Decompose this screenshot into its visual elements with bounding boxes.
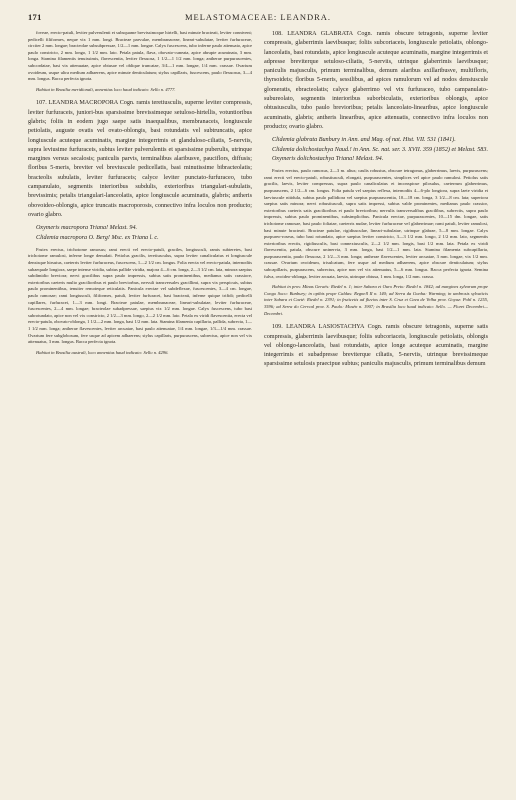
description-paragraph: Frutex erectus, trichotome ramosus; rami erecti vel erecto-patuli, graciles, longiusculi, ramis subteretes, basi trichotome ramulosi, inferne longe denudati. Petiolus gracilis, teretiusculus, supra leviter canaliculatus et longiuscule densisque hirsutus, caeterris leviter furfuraceus, fuscescens, 1—2 1/2 cm. longus. Folia erecta vel erecto-patula, internodiis subaequale longiora, saepe intense viridia, subtus pallide viridia, majora 4—6 cm. longa, 2—3 1/2 cm. lata, minora saepius subdimidio breviora; nervi gracilibus supra paulo impressis, subtus satis prominentibus, medianus satis crassiore, exterioribus caeteris multo gracilioribus et paulo breviorbus, nervuli transversales gracillimi, supra vix perspicuis, subtus paulo prominentibus, tenuiter remoteque reticulatis. Panicula erectae vel subdeflexae, fuscescentes, 3—4 cm. longae, paulo ramosae; rami longiusculi, filiformes, patuli, leviter furfuracei, basi bracteati, inferne quique trifidi; pedicelli capillares, furfuracei, 1—3 mm. longi. Bracteae patulae, membranaceae, lineari-subulatae, leviter furfuraceae, fuscescentes, 2—4 mm. longae; bracteolae subadpressae, saepius vix 1/2 mm. longae. Calyx fuscescens, tubo basi subrotundato, apice non vel vix constricto, 2 1/2—3 mm. longo, 2—2 1/2 mm. lato. Petala ex viridi flavescentia, erecta vel erecto-patula, obovato-oblonga, 1 1/2—2 mm. longa, basi 1/2 mm. lata. Stamina filamenta capillaria, pallida, subrecta, 1—1 1/2 mm. longa; antherae flavescentes, leviter arcuatae, basi paulo attenuatae, 1/4 mm. longae, 1/3—1/4 mm. crassae. Ovarium fere subglobosum, fere usque ad apicem adhaerens; stylus capillaris, purpurascens, subrectus, apice non vel vix attenuatus, 3 mm. longus. Bacca perfecta ignota. (28, 246, 252, 345)
synonym-line: Clidemia glabrata Bunbury in Ann. and Mag. of nat. Hist. VII. 531 (1841). (272, 137, 456, 144)
species-107-diagnosis (28, 99, 252, 242)
species-108-diagnosis (264, 30, 488, 164)
left-column (28, 30, 252, 785)
synonym-line: Clidemia macropora O. Berg! Msc. ex Triana l. c. (36, 234, 159, 241)
description-paragraph: foveae, erecto-patuli, leviter pulverulenti et subsquame brevissimoque hirtelli, basi minute bracteati, leviter connivent; pedicelli filiformes, neque vix 1 mm. longi. Bracteae parvulae, membranaceae, lineari-subulatae, leviter furfuraceae, circiter 2 mm. longae; bracteolae subsubpressae, 1/2—1 mm. longae. Calyx fuscescens, tubo inferne paulo attenuato, apice paulo constricto, 2 mm. longo, 1 1/2 mm. lato. Petala patula, flava, obovato-cuneata, apice abrupte acuminata, 3 mm. longa. Stamina filamentis tenuissimis, flavescentia, leviter flexuosa, 1 1/2—1 1/2 mm. longa; antherae purpurascentes, subcordatae, basi vix attenuatae, apice obtusae vel oblique truncatae, 3/4—1 mm. longae, 1/4 mm. crassae. Ovarium ovoideum, usque ultra medium adhaerens, apice minute denticulatum; stylus capillaris, fuscescens, paulo flexuosus, 3—4 mm. longus. Bacca perfecta ignota. (28, 30, 252, 82)
habitat-note: Habitat in prov. Minas Geraës: Riedel n. 1; inter Sabara et Ouro Preto: Riedel n. 1842; ad margines sylvarum prope Congo Soco: Bunbury; in opibis prope Caldas: Regnell II n. 140; ad Serra da Gonha: Warming; in umbrosis sylvaticis inter Sabara et Caeté: Riedel n. 2391; in fruticetis ad fluvios inter S. Cruz et Cava de Velha prov. Goyaz: Pohl n. 1255, 3596; ad Serra do Cerrcal prov. S. Paulo: Mosén n. 1907; in Brasilia loco haud indicato: Sello. — Floret Decembri—Decembri. (264, 284, 488, 316)
species-heading: 108. LEANDRA GLABRATA Cogn. ramis obscure tetragonis, superne leviter compressis, glaberrimis laevibusque; foliis subcoriaceis, longiuscule petiolatis, oblongo-lanceolatis, basi rotundatis, apice longiuscule acuteque acuminatis, margine integerrimis et adpresse breviterque setuloso-ciliatis, 5-nerviis, utrinque glaberrimis laevibusque; paniculis majusculis, primum terminalibus, demum alaribus axillaribusve, multifloris, thyrsoideis; floribus 5-meris, sessilibus, ad apices ramulorum vel ad nodos densiuscule glomeratis, ebracteolatis; calyce glaberrimo vel vix furfuraceo, tubo campanulato-subureolato, segmentis interioribus suborbiculatis, exterioribus oblongis, apice obtusiusculis, tubo paulo brevioribus; petalis lanceolato-linearibus, apice longiuscule acuminatis, glabris; antheris linearibus, apice attenuatis, connectivo infra loculos non producto; ovario glabro. (264, 31, 488, 130)
species-109-diagnosis (264, 323, 488, 369)
habitat-note: Habitat in Brasilia meridionali, annentius loco haud indicato: Sello n. 4777. (36, 86, 176, 92)
species-107-description (28, 247, 252, 357)
synonym-line: Oxymeris dolichostachya Triana! Melast. 94. (272, 155, 384, 162)
species-heading: 109. LEANDRA LASIOSTACHYA Cogn. ramis obscure tetragonis, superne satis compressis, glaberrimis laevibusque; foliis subcoriaceis, longiuscule petiolatis, oblongis vel oblongo-lanceolatis, basi rotundatis, apice longe acuteque acuminatis, margine integerrimis et subadpresse breviterque ciliatis, 5-nerviis, utrinque brevissimeque sparsissime setulosis praecipue subtus; paniculis majusculis, primum terminalibus demum (264, 324, 488, 368)
habitat-note: Habitat in Brasilia australi, loco annentius haud indicato: Sello n. 4296. (36, 349, 169, 355)
synonym-line: Oxymeris macropora Triana! Melast. 94. (36, 225, 138, 232)
running-title: MELASTOMACEAE: LEANDRA. (184, 12, 332, 22)
continued-description (28, 30, 252, 93)
description-paragraph: Frutex erectus, paulo ramosus, 2—3 m. altus; caulis robustus, obscure tetragonus, glaberrimus, laevis, purpurascens; rami erecti vel erecto-patuli, robustiusculi, elongati, purpurascentes, simplices vel apice paulo ramulosi. Petiolus satis gracilis, laevis, leviter compressus, supra paulo canaliculatus et inconspicue pilosulus, caeterrum glaberrimus, purpurascens, 2 1/2—6 cm. longus. Folia patula vel saepius reflexa, internodiis 4—6-plo longiora, supra laete viridia et laeviuscule nitidula, subtus paulo pallidiora vel saepius purpurascentia, 10—18 cm. longa, 3 1/2—8 cm. lata; superiora saepius satis minora; nervi robustiusculi, supra satis impressi, subtus valde prominentes, medianus paulo crassior, exterioribus caeteris satis gracilioribus et paulo brevioribus; nervulis transversalibus gracilibus, subrectis, supra paulo impressis, subtus paulo prominentibus, subsimplicibus. Panicula erectae, purpurascentes, 10—15 dm. longae, satis trichotome ramosae, basi paulo foliatae, caeterris nudae, leviter furfuraceae vel glaberrimae; rami patuli, leviter ramulosi, basi minute bracteati. Bracteae patulae, rigidiusculae, lineari-subulatae, utrinque glabrae, 5—8 mm. longae. Calyx purpureo-roseus, tubo basi rotundato, apice saepius leviter constricto, 3—3 1/2 mm. longo, 2 1/2 mm. lato, segmentis exterioribus erectis, rigidiusculis, basi connexiusculis, 2—2 1/2 mm. longis, basi 1/2 mm. lata. Petala ex viridi flavescentia, patula, obscure uninervia, 3 mm. longa, basi 1/2—1 mm. lata. Stamina filamenta subcapillaria, purpurascentia, paulo flexuosa, 2 1/2—3 mm. longa; antherae flavescentes, leviter arcuatae, 3 mm. longae, vix 1/2 mm. crassae. Ovarium ovoideum, trisulcatum, fere usque ad medium adhaerens, apice obscure denticulatum; stylus subcapillaris, purpurascens, subrectus, apice non vel vix attenuatus, 5—6 mm. longus. Bacca perfecta ignota. Semina fulva, ovoideo-oblonga, leviter arcuata, laevia, utrinque obtusa, 1 mm. longa, 1/2 mm. crassa. (264, 168, 488, 279)
page-number-left: 171 (28, 12, 42, 22)
species-heading: 107. LEANDRA MACROPORA Cogn. ramis teretiusculis, superne leviter compressis, leviter furfuraceis, juniori-bus sparsissime brevissimeque setuloso-hirtellis, votuntioribus glabris; foliis in eodem jugo saepe satis inaequalibus, membranaceis, longiuscule petiolatis, auguste ovatis vel ovato-oblongis, basi rotundatis vel subtruncatis, apice longiuscule acuteque acuminatis, margine integerrimis et glanduloso-ciliatis, 5-nerviis, supra leviusime furfuraceis, subtus leviter pulverulentis et sparsissime puberulis, utrinque margines versus secalosis; paniculis parvis, terminalibus alaribusve, pauciflors, diffusis; floribus 5-meris, breviter vel breviuscule pedicellatis, basi minutissime bibracteolatis; bracteolis subulatis, leviter furfuraceis; calyce leviter punctato-furfuraceo, tubo campanulato, segmentis interioribus subdulis, exterioribus triangulari-subulatis, brevissimis; petalis triangulari-lanceolatis, apice longiuscule acuminatis, glabris; antheris obovoideo-oblongis, apice truncatis macroporosis, connectivo infra loculos non producto; ovario glabro. (28, 100, 252, 218)
right-column (264, 30, 488, 792)
synonym-line: Clidemia dolichostachya Naud.! in Ann. Sc. nat. ser. 3. XVII. 359 (1852) et Melast. 583. (272, 146, 488, 153)
running-header (28, 12, 488, 24)
species-108-description (264, 168, 488, 317)
